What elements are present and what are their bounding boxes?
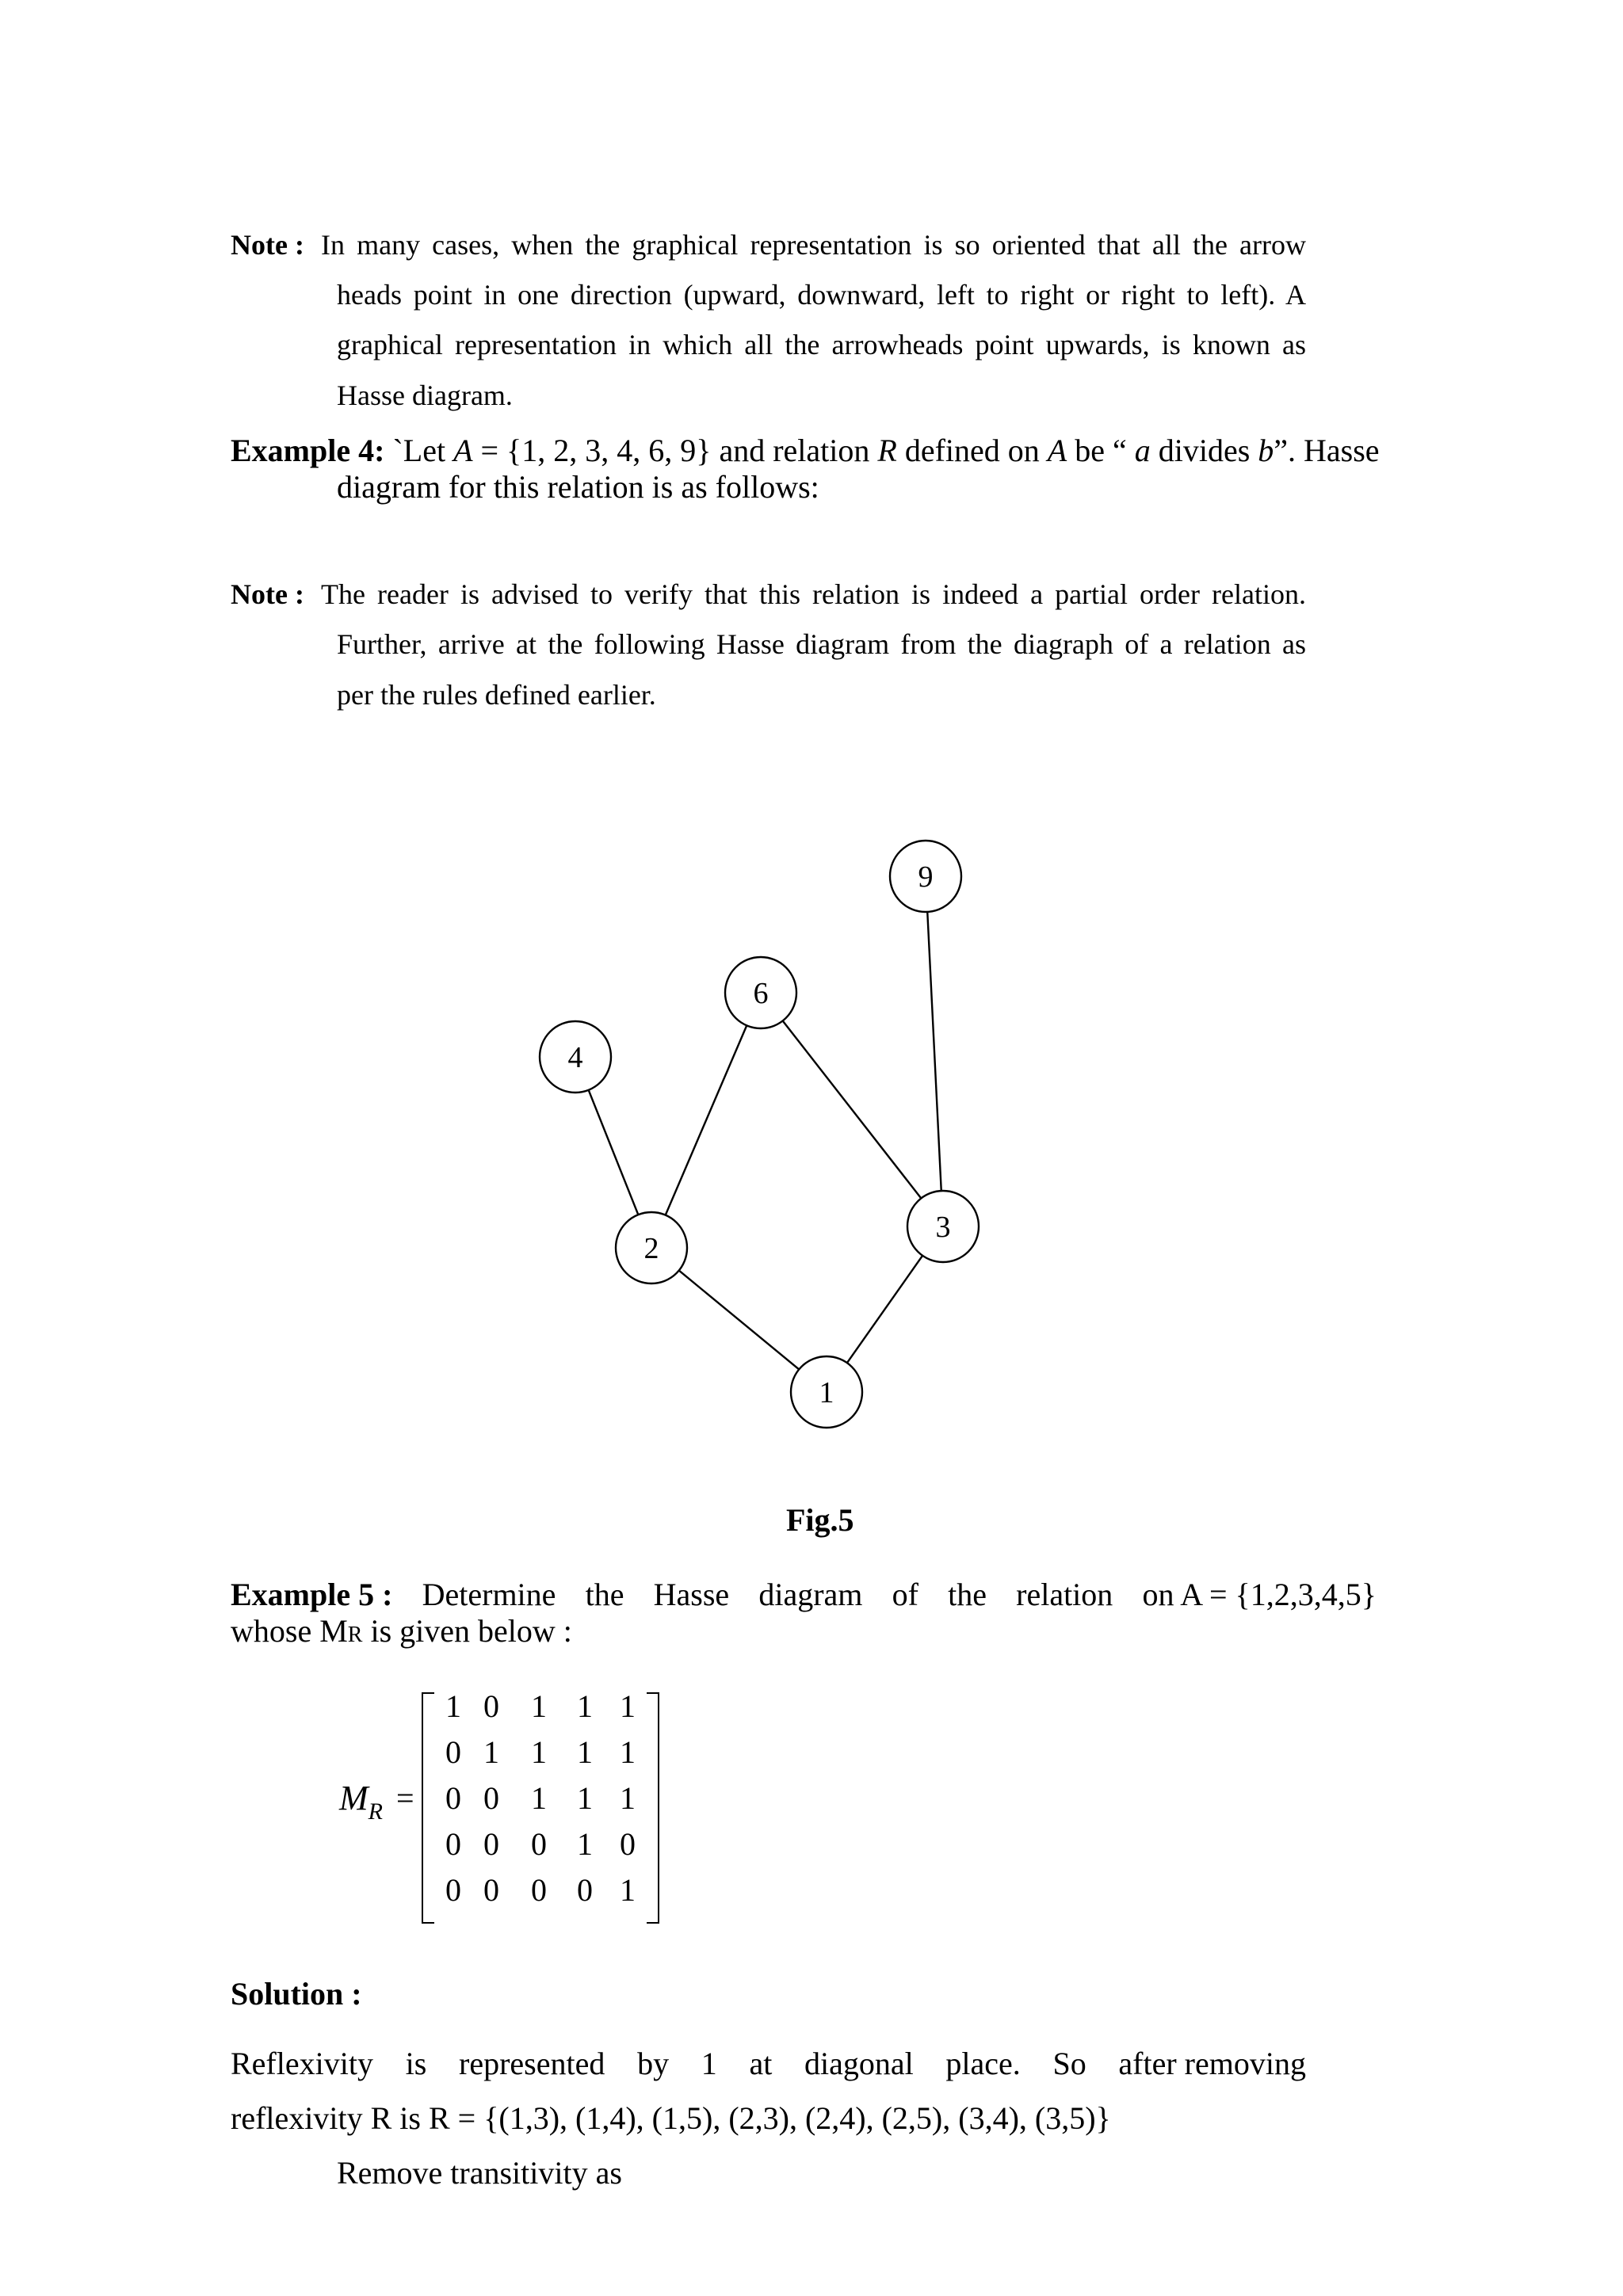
matrix-cell: 0 [445,1734,461,1770]
matrix-right-bracket [647,1692,659,1924]
solution-word: diagonal [804,2046,914,2081]
solution-word: after removing [1118,2046,1306,2081]
note1-line1: In many cases, when the graphical representation is so oriented that all the arrow [321,229,1306,261]
example4-var: A [453,433,473,468]
matrix-cell: 0 [445,1826,461,1862]
note1-line2: heads point in one direction (upward, downward, left to right or right to left). A [337,279,1306,311]
matrix-cell: 0 [483,1872,499,1908]
example4-text: = {1, 2, 3, 4, 6, 9} and relation [472,433,878,468]
example5-word: relation [1016,1577,1113,1612]
solution-word: Reflexivity [231,2046,373,2081]
matrix-equals: = [396,1780,414,1816]
note2-line2: Further, arrive at the following Hasse diagram from the diagraph of a relation as [337,628,1306,660]
matrix-subscript: R [368,1798,383,1825]
example4-label: Example 4: [231,433,385,468]
hasse-node-3 [907,1191,979,1262]
solution-heading: Solution : [231,1976,362,2012]
example4-line2: diagram for this relation is as follows: [337,469,819,505]
hasse-node-label: 4 [567,1041,583,1074]
solution-word: is [405,2046,427,2081]
matrix-cell: 1 [620,1688,636,1724]
example5-text: is given below : [362,1613,572,1649]
example5-word: the [948,1577,987,1612]
matrix-cell: 0 [483,1688,499,1724]
matrix-symbol: M [339,1779,369,1817]
matrix-cell: 0 [531,1872,547,1908]
matrix-cell: 0 [531,1826,547,1862]
example4-var: b [1258,433,1274,468]
matrix-cell: 1 [445,1688,461,1724]
matrix-cell: 1 [531,1688,547,1724]
hasse-node-6 [725,957,796,1028]
solution-line1 [231,2046,1306,2082]
solution-line3: Remove transitivity as [337,2155,622,2191]
example4-text: `Let [384,433,454,468]
hasse-edge-3-1 [847,1256,922,1363]
note2-line1: The reader is advised to verify that this relation is indeed a partial order relation. [321,578,1306,610]
example5-text: whose M [231,1613,348,1649]
hasse-edge-6-2 [666,1025,747,1215]
hasse-edge-2-1 [679,1271,800,1370]
solution-line2: reflexivity R is R = {(1,3), (1,4), (1,5), (2,3), (2,4), (2,5), (3,4), (3,5)} [231,2100,1111,2136]
solution-word: So [1052,2046,1086,2081]
example5-line2 [231,1613,572,1653]
solution-word: place. [945,2046,1021,2081]
note1-line4: Hasse diagram. [337,379,513,411]
example4-var: a [1134,433,1151,468]
figure-caption: Fig.5 [786,1502,854,1538]
example4-var: R [877,433,897,468]
matrix-cell: 0 [483,1780,499,1816]
solution-word: represented [459,2046,605,2081]
solution-word: by [637,2046,670,2081]
example4-text: defined on [896,433,1048,468]
example4-text: be “ [1067,433,1135,468]
matrix-cell: 1 [620,1734,636,1770]
matrix-cell: 1 [577,1734,593,1770]
hasse-node-label: 9 [918,860,934,894]
example5-line1 [231,1577,1377,1613]
note2-label: Note : [231,578,304,610]
matrix-cell: 1 [620,1780,636,1816]
example5-word: on A = {1,2,3,4,5} [1142,1577,1377,1612]
hasse-node-1 [791,1356,862,1428]
example5-word: Determine [422,1577,556,1612]
example4-var: A [1047,433,1067,468]
matrix-cell: 1 [620,1872,636,1908]
note2-line3: per the rules defined earlier. [337,679,656,711]
example5-word: Hasse [653,1577,730,1612]
hasse-edge-4-2 [589,1090,639,1215]
matrix-cell: 1 [531,1734,547,1770]
example5-subscript: R [347,1623,363,1647]
solution-word: 1 [701,2046,717,2081]
hasse-node-2 [616,1212,687,1283]
hasse-edge-6-3 [783,1020,922,1198]
hasse-node-label: 2 [643,1232,659,1265]
matrix-name [339,1778,383,1825]
matrix-cell: 0 [445,1872,461,1908]
example5-label: Example 5 : [231,1577,393,1612]
matrix-cell: 0 [483,1826,499,1862]
hasse-node-4 [540,1021,611,1093]
hasse-node-9 [890,841,961,912]
hasse-edge-9-3 [927,912,941,1191]
hasse-node-label: 1 [819,1376,834,1409]
matrix-cell: 1 [483,1734,499,1770]
matrix-cell: 1 [577,1780,593,1816]
matrix-cell: 0 [577,1872,593,1908]
hasse-node-label: 3 [935,1211,951,1244]
example5-word: the [585,1577,624,1612]
example4-text: ”. Hasse [1274,433,1380,468]
example5-word: diagram [758,1577,863,1612]
matrix-cell: 1 [531,1780,547,1816]
example4-text: divides [1150,433,1258,468]
matrix-cell: 1 [577,1688,593,1724]
solution-word: at [749,2046,773,2081]
matrix-cell: 0 [620,1826,636,1862]
note1-line3: graphical representation in which all the arrowheads point upwards, is known as [337,329,1306,360]
example5-word: of [892,1577,918,1612]
matrix-cell: 0 [445,1780,461,1816]
note1-label: Note : [231,229,304,261]
hasse-node-label: 6 [753,977,769,1010]
matrix-left-bracket [422,1692,434,1924]
matrix-cell: 1 [577,1826,593,1862]
